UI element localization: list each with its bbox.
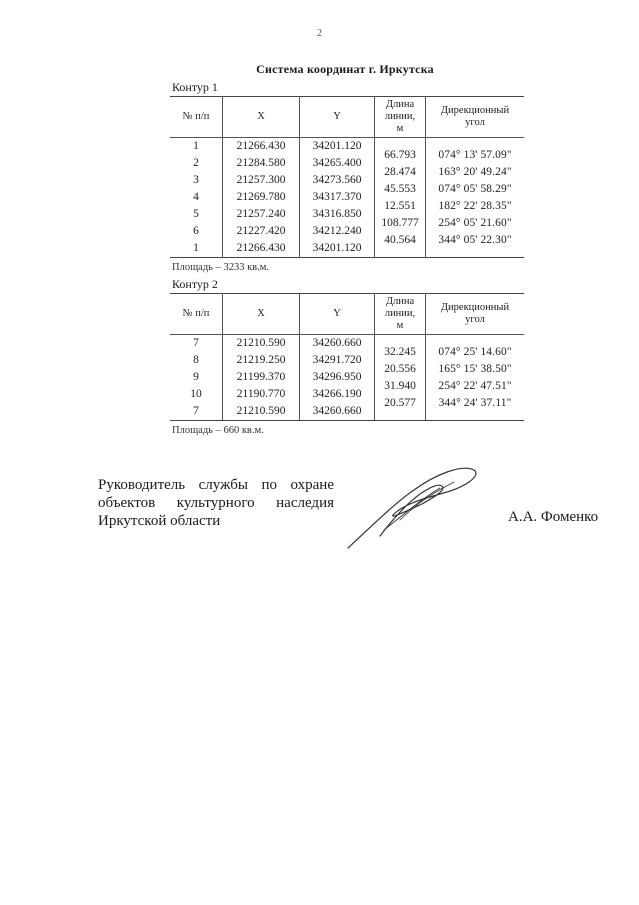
point-num: 9 xyxy=(193,371,199,383)
segment-angle: 344° 24' 37.11" xyxy=(438,397,512,409)
point-y: 34316.850 xyxy=(312,208,362,220)
contour-1-table xyxy=(170,96,524,258)
segment-angle: 074° 05' 58.29" xyxy=(438,183,512,195)
col-header-length-line3: м xyxy=(396,320,404,331)
point-num: 1 xyxy=(193,140,199,152)
point-x: 21190.770 xyxy=(236,388,286,400)
col-header-length xyxy=(375,294,426,335)
point-y: 34260.660 xyxy=(312,405,362,417)
segment-length: 12.551 xyxy=(384,200,416,212)
col-header-num: № п/п xyxy=(170,97,223,138)
point-y: 34266.190 xyxy=(312,388,362,400)
table-header-row xyxy=(170,97,524,138)
segment-length: 32.245 xyxy=(384,346,416,358)
point-y: 34212.240 xyxy=(312,225,362,237)
point-x: 21284.580 xyxy=(236,157,286,169)
col-header-angle xyxy=(426,294,525,335)
point-x: 21266.430 xyxy=(236,140,286,152)
segment-angle-column xyxy=(426,138,525,258)
point-y: 34201.120 xyxy=(312,140,362,152)
segment-length: 45.553 xyxy=(384,183,416,195)
segment-angle: 254° 05' 21.60" xyxy=(438,217,512,229)
col-header-length-line1: Длина xyxy=(385,296,415,307)
point-y: 34201.120 xyxy=(312,242,362,254)
point-x: 21199.370 xyxy=(236,371,286,383)
point-y: 34291.720 xyxy=(312,354,362,366)
segment-length: 66.793 xyxy=(384,149,416,161)
contour-2-table xyxy=(170,293,524,421)
points-x-column xyxy=(223,335,300,421)
col-header-angle-line2: угол xyxy=(465,117,485,128)
points-y-column xyxy=(300,335,375,421)
point-y: 34260.660 xyxy=(312,337,362,349)
col-header-y: Y xyxy=(300,97,375,138)
contour-1-label: Контур 1 xyxy=(172,80,218,94)
segment-length: 108.777 xyxy=(381,217,419,229)
segment-length: 28.474 xyxy=(384,166,416,178)
page-number: 2 xyxy=(317,28,322,39)
point-num: 5 xyxy=(193,208,199,220)
contour-2-area: Площадь – 660 кв.м. xyxy=(172,425,264,436)
col-header-angle-line2: угол xyxy=(465,314,485,325)
point-num: 7 xyxy=(193,405,199,417)
segment-angle: 165° 15' 38.50" xyxy=(438,363,512,375)
segment-length-column xyxy=(375,335,426,421)
point-num: 8 xyxy=(193,354,199,366)
table-header-row xyxy=(170,294,524,335)
coordinate-system-title: Система координат г. Иркутска xyxy=(256,62,434,76)
segment-length: 20.577 xyxy=(384,397,416,409)
segment-angle: 074° 25' 14.60" xyxy=(438,346,512,358)
point-num: 1 xyxy=(193,242,199,254)
segment-angle-column xyxy=(426,335,525,421)
table-row xyxy=(170,138,524,258)
segment-angle: 074° 13' 57.09" xyxy=(438,149,512,161)
col-header-x: X xyxy=(223,294,300,335)
segment-length-column xyxy=(375,138,426,258)
col-header-angle-line1: Дирекционный xyxy=(440,302,510,313)
point-num: 2 xyxy=(193,157,199,169)
segment-length: 20.556 xyxy=(384,363,416,375)
segment-angle: 254° 22' 47.51" xyxy=(438,380,512,392)
point-x: 21257.300 xyxy=(236,174,286,186)
point-y: 34296.950 xyxy=(312,371,362,383)
point-y: 34317.370 xyxy=(312,191,362,203)
contour-1-area: Площадь – 3233 кв.м. xyxy=(172,262,270,273)
point-num: 4 xyxy=(193,191,199,203)
point-num: 10 xyxy=(190,388,202,400)
col-header-length xyxy=(375,97,426,138)
col-header-angle-line1: Дирекционный xyxy=(440,105,510,116)
point-x: 21210.590 xyxy=(236,405,286,417)
points-y-column xyxy=(300,138,375,258)
segment-angle: 163° 20' 49.24" xyxy=(438,166,512,178)
table-row xyxy=(170,335,524,421)
col-header-length-line2: линии, xyxy=(384,111,416,122)
points-num-column xyxy=(170,138,223,258)
points-x-column xyxy=(223,138,300,258)
point-x: 21219.250 xyxy=(236,354,286,366)
point-x: 21266.430 xyxy=(236,242,286,254)
signatory-position: Руководитель службы по охране объектов культурного наследия Иркутской области xyxy=(98,477,334,529)
col-header-length-line3: м xyxy=(396,123,404,134)
point-x: 21269.780 xyxy=(236,191,286,203)
points-num-column xyxy=(170,335,223,421)
point-num: 6 xyxy=(193,225,199,237)
point-num: 3 xyxy=(193,174,199,186)
signatory-name: А.А. Фоменко xyxy=(508,509,599,525)
contour-2-label: Контур 2 xyxy=(172,277,218,291)
col-header-angle xyxy=(426,97,525,138)
point-y: 34265.400 xyxy=(312,157,362,169)
col-header-length-line1: Длина xyxy=(385,99,415,110)
segment-angle: 182° 22' 28.35" xyxy=(438,200,512,212)
segment-length: 40.564 xyxy=(384,234,416,246)
point-y: 34273.560 xyxy=(312,174,362,186)
col-header-num: № п/п xyxy=(170,294,223,335)
point-x: 21257.240 xyxy=(236,208,286,220)
segment-angle: 344° 05' 22.30" xyxy=(438,234,512,246)
handwritten-signature xyxy=(344,460,484,552)
point-num: 7 xyxy=(193,337,199,349)
col-header-y: Y xyxy=(300,294,375,335)
point-x: 21227.420 xyxy=(236,225,286,237)
segment-length: 31.940 xyxy=(384,380,416,392)
point-x: 21210.590 xyxy=(236,337,286,349)
col-header-length-line2: линии, xyxy=(384,308,416,319)
col-header-x: X xyxy=(223,97,300,138)
